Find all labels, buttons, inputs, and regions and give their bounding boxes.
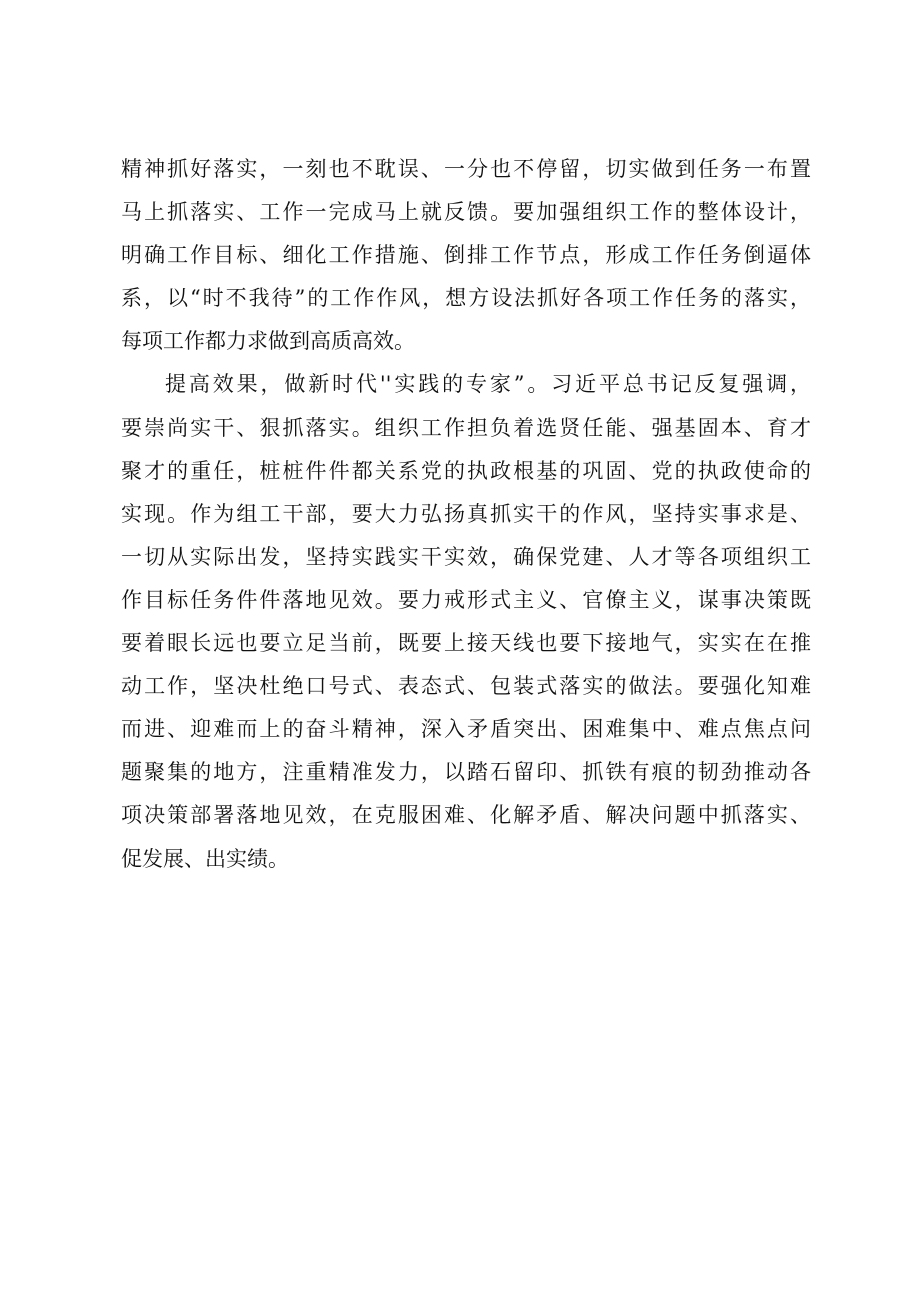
text-line: 作目标任务件件落地见效。要力戒形式主义、官僚主义，谋事决策既 [121, 587, 811, 612]
text-line: 促发展、出实绩。 [121, 846, 289, 871]
paragraph-1 [121, 148, 811, 363]
text-line: 系，以“时不我待”的工作作风，想方设法抓好各项工作任务的落实， [121, 286, 811, 311]
text-line: 聚才的重任，桩桩件件都关系党的执政根基的巩固、党的执政使命的 [121, 458, 811, 483]
text-line: 每项工作都力求做到高质高效。 [121, 329, 415, 354]
text-line: 而进、迎难而上的奋斗精神，深入矛盾突出、困难集中、难点焦点问 [121, 717, 811, 742]
paragraph-2 [121, 363, 811, 880]
text-line: 一切从实际出发，坚持实践实干实效，确保党建、人才等各项组织工 [121, 544, 811, 569]
body-text [121, 148, 811, 881]
text-line: 题聚集的地方，注重精准发力，以踏石留印、抓铁有痕的韧劲推动各 [121, 760, 811, 785]
text-line: 马上抓落实、工作一完成马上就反馈。要加强组织工作的整体设计， [121, 200, 811, 225]
text-line: 项决策部署落地见效，在克服困难、化解矛盾、解决问题中抓落实、 [121, 803, 811, 828]
text-line: 要着眼长远也要立足当前，既要上接天线也要下接地气，实实在在推 [121, 631, 811, 656]
text-line: 提高效果，做新时代''实践的专家”。习近平总书记反复强调， [165, 372, 811, 397]
text-line: 实现。作为组工干部，要大力弘扬真抓实干的作风，坚持实事求是、 [121, 501, 811, 526]
text-line: 明确工作目标、细化工作措施、倒排工作节点，形成工作任务倒逼体 [121, 243, 811, 268]
text-line: 要崇尚实干、狠抓落实。组织工作担负着选贤任能、强基固本、育才 [121, 415, 811, 440]
text-line: 精神抓好落实，一刻也不耽误、一分也不停留，切实做到任务一布置 [121, 157, 811, 181]
text-line: 动工作，坚决杜绝口号式、表态式、包装式落实的做法。要强化知难 [121, 674, 811, 699]
